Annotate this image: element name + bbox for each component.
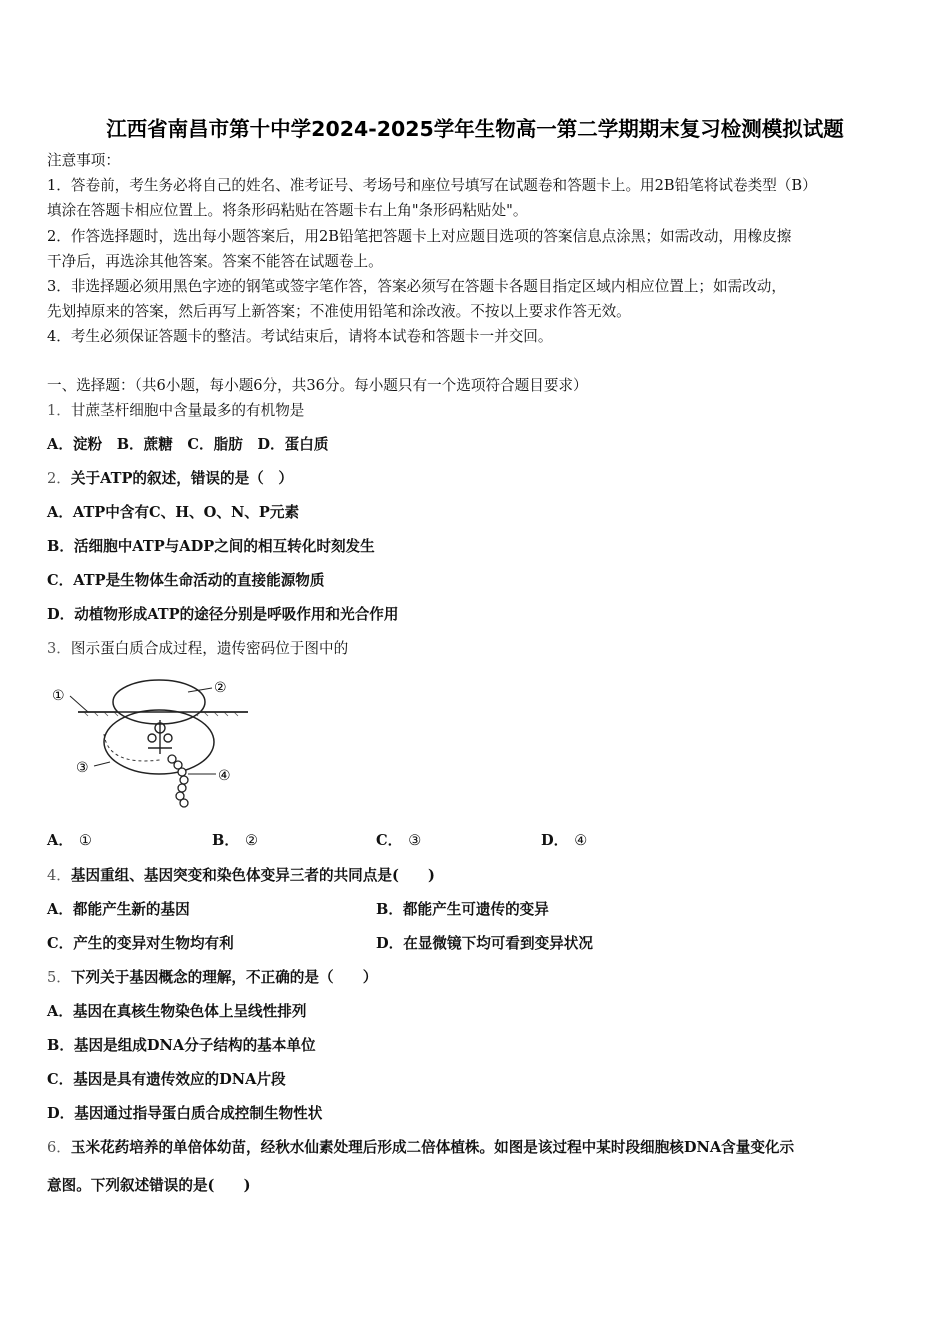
q1-options: A．淀粉 B．蔗糖 C．脂肪 D．蛋白质 — [47, 436, 329, 453]
question-number: 2． — [47, 470, 71, 487]
figure-label-1: ① — [52, 688, 65, 704]
option-text: ② — [244, 832, 259, 849]
question-number: 5． — [47, 969, 71, 986]
option-text: ④ — [574, 832, 588, 849]
option-label: B． — [212, 832, 239, 849]
notice-line: 2．作答选择题时，选出每小题答案后，用2B铅笔把答题卡上对应题目选项的答案信息点涂黑；如需改动，用橡皮擦 — [47, 228, 792, 245]
q2-option-c: C．ATP是生物体生命活动的直接能源物质 — [47, 572, 325, 589]
q5-option-d: D．基因通过指导蛋白质合成控制生物性状 — [47, 1105, 323, 1122]
q3-option-c — [376, 831, 421, 851]
polypeptide-chain — [168, 755, 188, 807]
q2-option-b: B．活细胞中ATP与ADP之间的相互转化时刻发生 — [47, 538, 375, 555]
question-6 — [47, 1138, 794, 1158]
notice-line: 1．答卷前，考生务必将自己的姓名、准考证号、考场号和座位号填写在试题卷和答题卡上。用2B铅笔将试卷类型（B） — [47, 177, 817, 194]
q4-option-c: C．产生的变异对生物均有利 — [47, 935, 234, 952]
question-number: 4． — [47, 867, 71, 884]
q3-option-a — [47, 831, 92, 851]
question-stem: 甘蔗茎杆细胞中含量最多的有机物是 — [70, 402, 305, 419]
question-5 — [47, 968, 377, 988]
notice-line: 3．非选择题必须用黑色字迹的钢笔或签字笔作答，答案必须写在答题卡各题目指定区域内相应位置上；如需改动， — [47, 278, 786, 295]
option-label: D． — [541, 832, 569, 849]
leader-line-1 — [70, 696, 88, 712]
q4-option-b: B．都能产生可遗传的变异 — [376, 901, 549, 918]
question-stem: 玉米花药培养的单倍体幼苗，经秋水仙素处理后形成二倍体植株。如图是该过程中某时段细胞核DNA含量变化示 — [70, 1139, 795, 1156]
q5-option-c: C．基因是具有遗传效应的DNA片段 — [47, 1071, 286, 1088]
question-stem: 基因重组、基因突变和染色体变异三者的共同点是( ) — [70, 867, 435, 884]
notice-line: 填涂在答题卡相应位置上。将条形码粘贴在答题卡右上角"条形码粘贴处"。 — [47, 202, 528, 219]
leader-line-3 — [94, 762, 110, 766]
q3-option-d — [541, 831, 587, 851]
q5-option-b: B．基因是组成DNA分子结构的基本单位 — [47, 1037, 316, 1054]
q4-option-d: D．在显微镜下均可看到变异状况 — [376, 935, 593, 952]
question-number: 3． — [47, 640, 71, 657]
q2-option-d: D．动植物形成ATP的途径分别是呼吸作用和光合作用 — [47, 606, 399, 623]
q4-option-a: A．都能产生新的基因 — [47, 901, 190, 918]
protein-synthesis-figure — [48, 676, 248, 816]
notice-line: 4．考生必须保证答题卡的整洁。考试结束后，请将本试卷和答题卡一并交回。 — [47, 328, 553, 345]
q2-option-a: A．ATP中含有C、H、O、N、P元素 — [47, 504, 300, 521]
trna — [148, 720, 172, 754]
notice-line: 干净后，再选涂其他答案。答案不能答在试题卷上。 — [47, 253, 383, 270]
notice-line: 先划掉原来的答案，然后再写上新答案；不准使用铅笔和涂改液。不按以上要求作答无效。 — [47, 303, 631, 320]
question-4 — [47, 866, 435, 886]
option-label: C． — [376, 832, 403, 849]
ribosome-small-subunit — [113, 680, 205, 724]
question-stem: 关于ATP的叙述，错误的是（ ） — [70, 470, 293, 487]
question-6-continued: 意图。下列叙述错误的是( ) — [47, 1177, 251, 1194]
figure-label-4: ④ — [218, 768, 231, 784]
question-2 — [47, 469, 293, 489]
q5-option-a: A．基因在真核生物染色体上呈线性排列 — [47, 1003, 307, 1020]
q3-option-b — [212, 831, 258, 851]
option-label: A． — [47, 832, 73, 849]
option-text: ① — [78, 832, 93, 849]
question-stem: 下列关于基因概念的理解，不正确的是（ ） — [70, 969, 378, 986]
figure-label-2: ② — [214, 680, 227, 696]
question-3 — [47, 639, 348, 659]
option-text: ③ — [408, 832, 422, 849]
question-1 — [47, 401, 304, 421]
question-stem: 图示蛋白质合成过程，遗传密码位于图中的 — [70, 640, 349, 657]
question-number: 1． — [47, 402, 71, 419]
figure-label-3: ③ — [76, 760, 89, 776]
question-number: 6． — [47, 1139, 71, 1156]
notice-heading: 注意事项： — [47, 152, 120, 169]
page-title: 江西省南昌市第十中学2024-2025学年生物高一第二学期期末复习检测模拟试题 — [106, 117, 844, 141]
section-heading: 一、选择题：（共6小题，每小题6分，共36分。每小题只有一个选项符合题目要求） — [47, 377, 588, 394]
